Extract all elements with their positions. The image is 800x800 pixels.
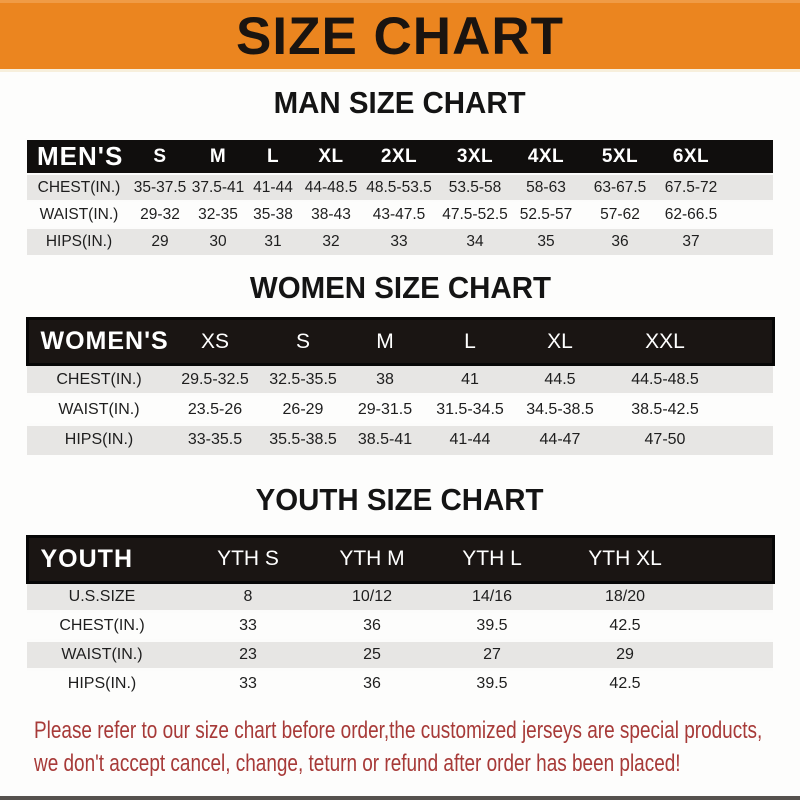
row-label: CHEST(IN.) — [59, 616, 145, 634]
size-value-cell: 41-44 — [449, 431, 491, 449]
size-value-cell: 35-37.5 — [133, 178, 187, 196]
size-value-cell: 44-48.5 — [304, 178, 358, 196]
row-label: WAIST(IN.) — [61, 645, 143, 663]
women-size-chart-heading-text: WOMEN SIZE CHART — [249, 270, 551, 305]
table-row — [27, 582, 773, 611]
women-size-chart-heading — [0, 271, 800, 305]
mens-header-label: MEN'S — [27, 140, 131, 174]
spacer-cell — [691, 640, 773, 669]
size-value-cell: 14/16 — [471, 587, 513, 605]
column-header: XXL — [603, 319, 727, 365]
size-value-cell: 34 — [466, 233, 484, 250]
table-row — [27, 228, 773, 255]
column-header: 2XL — [363, 140, 435, 174]
table-row — [27, 611, 773, 640]
column-header: XL — [299, 140, 363, 174]
row-label: CHEST(IN.) — [37, 178, 121, 196]
size-value-cell: 33 — [239, 616, 257, 634]
spacer-cell — [719, 228, 773, 255]
column-header: M — [189, 140, 247, 174]
size-value-cell: 44.5-48.5 — [631, 370, 699, 388]
spacer-cell — [691, 611, 773, 640]
womens-header-label: WOMEN'S — [27, 319, 171, 365]
youth-size-chart-heading-text: YOUTH SIZE CHART — [256, 481, 544, 517]
column-header: YTH S — [177, 536, 319, 582]
size-value-cell: 29-31.5 — [357, 400, 413, 418]
size-value-cell: 29.5-32.5 — [181, 370, 249, 388]
size-value-cell: 43-47.5 — [372, 205, 426, 223]
size-value-cell: 48.5-53.5 — [366, 178, 432, 196]
column-header: 4XL — [515, 140, 577, 174]
column-header: M — [347, 319, 423, 365]
size-value-cell: 33-35.5 — [187, 431, 243, 449]
column-header: 6XL — [663, 140, 719, 174]
spacer-cell — [691, 536, 773, 582]
size-value-cell: 39.5 — [476, 616, 508, 634]
table-row — [27, 395, 773, 425]
size-value-cell: 57-62 — [600, 205, 640, 223]
spacer-cell — [719, 201, 773, 228]
size-value-cell: 42.5 — [609, 675, 641, 693]
size-value-cell: 47-50 — [644, 431, 686, 449]
man-size-chart-heading-text: MAN SIZE CHART — [274, 85, 526, 120]
table-row — [27, 669, 773, 698]
size-value-cell: 41-44 — [253, 178, 293, 196]
size-value-cell: 52.5-57 — [519, 205, 573, 223]
spacer-cell — [727, 319, 773, 365]
size-value-cell: 31 — [264, 233, 282, 250]
size-value-cell: 35 — [537, 233, 555, 250]
size-value-cell: 58-63 — [526, 178, 566, 196]
column-header: S — [131, 140, 189, 174]
size-value-cell: 26-29 — [282, 400, 324, 418]
table-row — [27, 640, 773, 669]
size-value-cell: 33 — [390, 233, 408, 250]
size-value-cell: 67.5-72 — [664, 178, 718, 196]
size-value-cell: 8 — [243, 587, 253, 605]
size-value-cell: 23 — [239, 645, 257, 663]
row-label: HIPS(IN.) — [67, 675, 137, 693]
size-value-cell: 36 — [363, 616, 381, 634]
spacer-cell — [727, 395, 773, 425]
size-value-cell: 37 — [682, 233, 700, 250]
spacer-cell — [691, 582, 773, 611]
size-value-cell: 53.5-58 — [448, 178, 502, 196]
size-value-cell: 47.5-52.5 — [442, 205, 508, 223]
spacer-cell — [727, 425, 773, 455]
bottom-edge-bar — [0, 796, 800, 800]
size-value-cell: 33 — [239, 675, 257, 693]
size-value-cell: 38.5-42.5 — [631, 400, 699, 418]
size-value-cell: 32 — [322, 233, 340, 250]
table-header-row — [27, 140, 773, 174]
youth-size-chart-heading — [0, 483, 800, 517]
size-value-cell: 39.5 — [476, 675, 508, 693]
size-value-cell: 42.5 — [609, 616, 641, 634]
row-label: WAIST(IN.) — [39, 205, 119, 223]
spacer-cell — [727, 365, 773, 395]
column-header: 5XL — [577, 140, 663, 174]
size-value-cell: 41 — [461, 370, 479, 388]
size-value-cell: 38-43 — [311, 205, 351, 223]
size-value-cell: 35.5-38.5 — [269, 431, 337, 449]
row-label: U.S.SIZE — [68, 587, 136, 605]
spacer-cell — [719, 140, 773, 174]
size-value-cell: 44.5 — [544, 370, 576, 388]
table-row — [27, 174, 773, 201]
size-value-cell: 34.5-38.5 — [526, 400, 594, 418]
column-header: 3XL — [435, 140, 515, 174]
size-value-cell: 44-47 — [539, 431, 581, 449]
size-value-cell: 38 — [376, 370, 394, 388]
size-value-cell: 30 — [209, 233, 227, 250]
footer-note-line-2: we don't accept cancel, change, teturn or refund after order has been placed! — [34, 750, 681, 777]
size-value-cell: 35-38 — [253, 205, 293, 223]
banner-title: SIZE CHART — [236, 6, 564, 66]
size-value-cell: 38.5-41 — [357, 431, 413, 449]
size-value-cell: 25 — [363, 645, 381, 663]
footer-note-line-1: Please refer to our size chart before order,the customized jerseys are special products, — [34, 717, 763, 744]
youth-header-label: YOUTH — [27, 536, 177, 582]
spacer-cell — [691, 669, 773, 698]
size-chart-banner — [0, 0, 800, 72]
size-value-cell: 36 — [611, 233, 629, 250]
row-label: HIPS(IN.) — [45, 233, 113, 250]
size-value-cell: 32-35 — [198, 205, 238, 223]
column-header: S — [259, 319, 347, 365]
column-header: YTH M — [319, 536, 425, 582]
size-value-cell: 63-67.5 — [593, 178, 647, 196]
table-header-row — [27, 536, 773, 582]
column-header: XL — [517, 319, 603, 365]
size-value-cell: 31.5-34.5 — [436, 400, 504, 418]
size-value-cell: 10/12 — [351, 587, 393, 605]
womens-size-table — [26, 317, 775, 455]
table-row — [27, 365, 773, 395]
table-row — [27, 201, 773, 228]
youth-size-table — [26, 535, 775, 699]
size-value-cell: 23.5-26 — [187, 400, 243, 418]
spacer-cell — [719, 174, 773, 201]
column-header: L — [423, 319, 517, 365]
column-header: YTH L — [425, 536, 559, 582]
size-value-cell: 37.5-41 — [191, 178, 245, 196]
size-value-cell: 27 — [483, 645, 501, 663]
man-size-chart-heading — [0, 86, 800, 120]
size-value-cell: 36 — [363, 675, 381, 693]
column-header: XS — [171, 319, 259, 365]
column-header: L — [247, 140, 299, 174]
size-value-cell: 29-32 — [140, 205, 180, 223]
size-value-cell: 62-66.5 — [664, 205, 718, 223]
size-value-cell: 32.5-35.5 — [269, 370, 337, 388]
size-value-cell: 29 — [616, 645, 634, 663]
row-label: HIPS(IN.) — [64, 431, 134, 449]
size-value-cell: 18/20 — [604, 587, 646, 605]
row-label: WAIST(IN.) — [58, 400, 140, 418]
table-header-row — [27, 319, 773, 365]
column-header: YTH XL — [559, 536, 691, 582]
footer-note — [34, 714, 800, 780]
size-value-cell: 29 — [151, 233, 169, 250]
table-row — [27, 425, 773, 455]
row-label: CHEST(IN.) — [56, 370, 142, 388]
mens-size-table — [27, 140, 773, 255]
